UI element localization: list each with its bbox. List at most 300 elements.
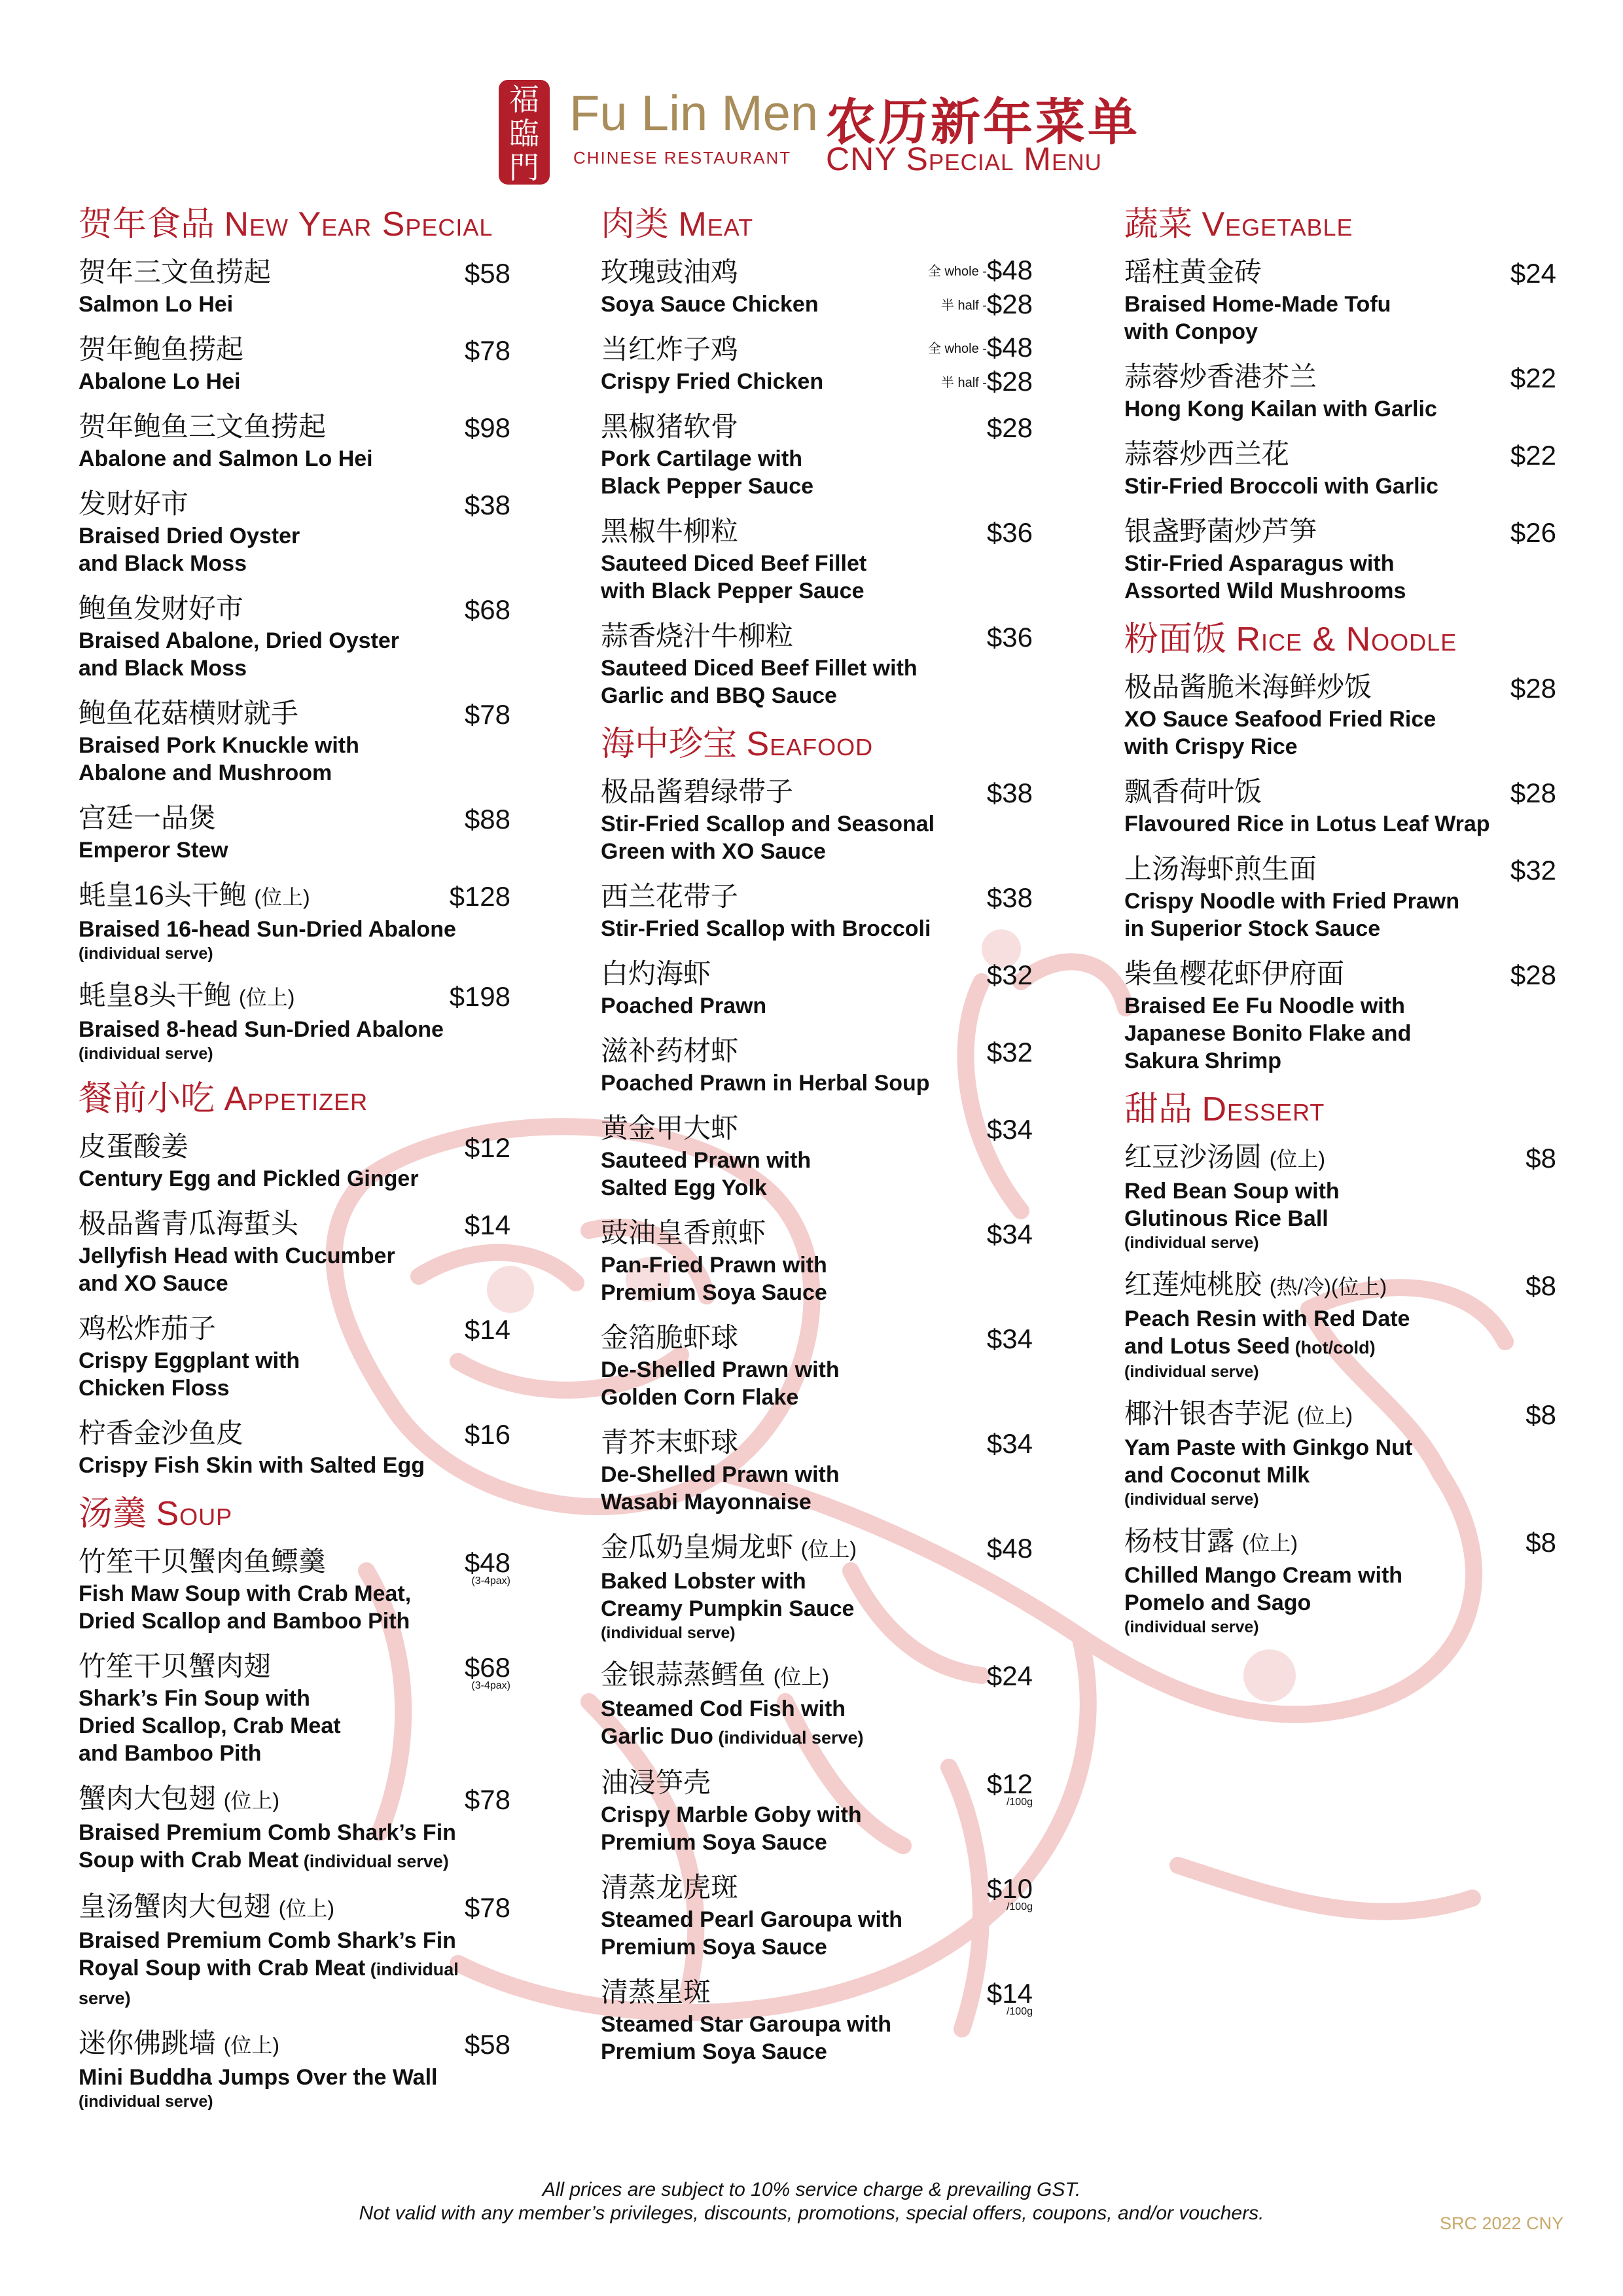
dish-name-chinese-text: 红莲炖桃胶 [1124,1269,1262,1300]
dish-name-chinese-text: 蚝皇16头干鲍 [79,880,247,910]
dish-name-english [1124,1177,1556,1232]
dish-price-value: $36 [986,622,1033,653]
menu-item [601,1529,1033,1643]
dish-name-english [601,810,1033,865]
dish-price [987,1321,1033,1357]
dish-name-english-text: Steamed Cod Fish with Garlic Duo [601,1696,846,1749]
menu-item [601,513,1033,605]
menu-item [79,1780,510,1875]
dish-name-english-text: Century Egg and Pickled Ginger [79,1166,419,1191]
dish-price [987,514,1033,551]
dish-name-english-text: Braised Dried Oyster and Black Moss [79,524,300,576]
dish-price [1510,852,1556,889]
dish-price-value: $28 [1510,960,1556,990]
dish-name-chinese [79,1310,510,1347]
dish-price [987,1871,1033,1912]
menu-title-english: CNY Special Menu [826,141,1102,177]
dish-name-english [79,1347,510,1402]
dish-price [1510,360,1556,397]
menu-item [1124,513,1556,605]
dish-price [987,880,1033,916]
menu-title-chinese: 农历新年菜单 [826,95,1140,151]
dish-name-english-text: Emperor Stew [79,838,228,863]
dish-name-chinese [79,695,510,732]
dish-serving-note: (位上) [800,1537,857,1561]
dish-price [987,1034,1033,1071]
section-title [79,1077,510,1121]
menu-column-3 [1124,196,1556,1651]
dish-name-english-text: Shark’s Fin Soup with Dried Scallop, Crab Meat and Bamboo Pith [79,1686,341,1766]
dish-name-english [601,445,1033,500]
dish-name-chinese [601,1529,1033,1568]
dish-price [465,332,510,369]
dish-inline-note: (individual serve) [298,1852,449,1871]
dish-price-value: $8 [1525,1143,1556,1174]
menu-item [1124,956,1556,1075]
dish-price [450,978,510,1015]
section-title-chinese: 汤羹 [79,1495,147,1533]
dish-name-chinese-text: 蒜蓉炒西兰花 [1124,439,1290,469]
dish-name-english [79,368,510,395]
dish-name-chinese-text: 蒜香烧汁牛柳粒 [601,620,794,651]
dish-name-chinese-text: 豉油皇香煎虾 [601,1217,766,1248]
dish-price-unit: /100g [1006,1901,1033,1912]
dish-name-english [79,1580,510,1635]
menu-item [601,1869,1033,1961]
dish-price-value: $32 [986,1037,1033,1067]
dish-name-chinese-text: 金银蒜蒸鳕鱼 [601,1659,766,1690]
price-option-value: $48 [986,332,1033,363]
dish-price-value: $38 [464,490,510,520]
dish-serving-note: (热/冷)(位上) [1269,1275,1387,1299]
menu-item [1124,254,1556,346]
menu-item [79,695,510,787]
dish-name-english-text: Soya Sauce Chicken [601,292,819,317]
menu-item [79,1648,510,1767]
dish-serving-note: (位上) [254,886,310,909]
dish-name-english [79,1819,510,1875]
dish-name-english [601,1069,1033,1097]
dish-name-english-text: Sauteed Prawn with Salted Egg Yolk [601,1148,812,1200]
footer-service-charge-note: All prices are subject to 10% service charge & prevailing GST. [542,2179,1081,2200]
dish-price [465,1782,510,1818]
menu-item [1124,1266,1556,1382]
dish-name-english-text: Flavoured Rice in Lotus Leaf Wrap [1124,812,1490,836]
dish-price-value: $14 [464,1314,510,1345]
dish-inline-note: (individual serve) [713,1728,864,1748]
section-title [1124,1088,1556,1131]
dish-name-english [601,550,1033,605]
dish-name-english [601,655,1033,709]
dish-name-english [79,732,510,787]
dish-price [1510,437,1556,474]
dish-name-chinese [79,331,510,368]
dish-price [450,878,510,915]
dish-name-chinese [79,1780,510,1819]
menu-item [601,408,1033,500]
dish-inline-note: (individual serve) [79,1960,459,2008]
menu-item [79,1310,510,1402]
menu-header [0,79,1623,196]
price-option-label: 半 half - [940,376,987,390]
menu-item [601,1657,1033,1751]
dish-name-english-text: Braised Home-Made Tofu with Conpoy [1124,292,1391,344]
dish-name-chinese [1124,1139,1556,1177]
dish-price-options [928,331,1033,399]
dish-price-value: $88 [464,804,510,834]
menu-item [601,1974,1033,2066]
dish-name-chinese [1124,513,1556,550]
dish-price [1510,957,1556,994]
price-option [928,254,1033,288]
dish-name-chinese [601,618,1033,655]
dish-price-value: $38 [986,778,1033,808]
dish-price-value: $128 [449,881,510,912]
dish-price-value: $58 [464,258,510,289]
dish-name-chinese [601,1215,1033,1251]
menu-item [1124,851,1556,942]
dish-price [465,487,510,524]
price-option-label: 全 whole - [927,264,987,279]
menu-footer [0,2178,1623,2225]
dish-name-english-text: Red Bean Soup with Glutinous Rice Ball [1124,1179,1340,1231]
dish-name-english [601,1801,1033,1856]
menu-item [1124,1523,1556,1638]
dish-name-chinese [1124,436,1556,473]
price-option-value: $28 [986,366,1033,397]
dish-name-english-text: Poached Prawn [601,994,767,1018]
dish-price [465,1649,510,1691]
dish-name-english [601,1461,1033,1516]
dish-name-chinese [601,1657,1033,1695]
dish-name-english [1124,291,1556,346]
dish-name-english-text: Mini Buddha Jumps Over the Wall [79,2065,438,2090]
dish-price-value: $22 [1510,440,1556,471]
dish-name-chinese [1124,1266,1556,1305]
menu-item [79,800,510,864]
menu-item [601,774,1033,865]
dish-price [987,1530,1033,1567]
dish-name-chinese-text: 竹笙干贝蟹肉鱼鳔羹 [79,1546,327,1577]
dish-name-english [79,836,510,864]
dish-price-value: $98 [464,412,510,443]
menu-item [601,254,1033,318]
dish-name-chinese-text: 清蒸龙虎斑 [601,1872,739,1903]
dish-name-english-text: Stir-Fried Asparagus with Assorted Wild Mushrooms [1124,551,1406,603]
menu-item [79,1888,510,2012]
dish-name-english [1124,550,1556,605]
section-title-english: Rice & Noodle [1236,620,1457,658]
dish-price [1525,1140,1556,1177]
section-title-english: Soup [156,1495,233,1533]
dish-name-english [79,522,510,577]
dish-name-chinese-text: 宫廷一品煲 [79,802,217,833]
restaurant-seal-logo: 福 臨 門 [499,80,550,185]
dish-name-chinese-text: 杨枝甘露 [1124,1526,1235,1556]
section-title-chinese: 肉类 [601,206,669,243]
dish-serving-size: (individual serve) [1124,1234,1259,1252]
dish-name-english-text: Stir-Fried Scallop and Seasonal Green with XO Sauce [601,812,935,864]
dish-price [465,801,510,838]
dish-name-chinese-text: 极品酱脆米海鲜炒饭 [1124,672,1372,702]
dish-price [465,696,510,733]
dish-price [987,1426,1033,1462]
menu-code: SRC 2022 CNY [1440,2214,1564,2233]
dish-price [465,1207,510,1244]
dish-name-english-text: De-Shelled Prawn with Wasabi Mayonnaise [601,1462,840,1515]
dish-name-english-text: Crispy Noodle with Fried Prawn in Superior Stock Sauce [1124,889,1459,941]
dish-name-english [1124,888,1556,942]
dish-name-chinese [601,408,1033,445]
dish-price-value: $48 [986,1533,1033,1564]
section-title [1124,618,1556,661]
dish-name-chinese [601,513,1033,550]
dish-name-english-text: Braised Pork Knuckle with Abalone and Mushroom [79,733,359,785]
price-option-value: $28 [986,289,1033,319]
dish-price [465,410,510,446]
dish-name-english-text: Abalone and Salmon Lo Hei [79,446,373,471]
menu-item [601,1424,1033,1516]
menu-item [601,1033,1033,1097]
dish-name-chinese-text: 油浸笋壳 [601,1767,711,1798]
section-title-chinese: 餐前小吃 [79,1080,215,1118]
dish-name-english-text: Fish Maw Soup with Crab Meat, Dried Scallop and Bamboo Pith [79,1581,412,1634]
dish-price [987,1766,1033,1808]
menu-item [601,1110,1033,1202]
dish-price [465,1890,510,1926]
dish-serving-size: (individual serve) [601,1624,736,1642]
dish-name-chinese-text: 黑椒牛柳粒 [601,516,739,547]
dish-name-english-text: De-Shelled Prawn with Golden Corn Flake [601,1357,840,1410]
dish-name-english-text: Braised Premium Comb Shark’s Fin Royal Soup with Crab Meat [79,1928,456,1981]
dish-price-value: $68 [464,1652,510,1683]
dish-price [465,1545,510,1587]
dish-serving-note: (位上) [239,986,295,1009]
dish-price-value: $16 [464,1419,510,1450]
section-title [79,1492,510,1535]
dish-name-english [601,1356,1033,1411]
dish-name-english-text: Braised 8-head Sun-Dried Abalone [79,1017,444,1042]
menu-item [79,254,510,318]
menu-item [79,2025,510,2112]
dish-name-chinese-text: 贺年三文鱼捞起 [79,257,272,287]
dish-name-chinese [79,1206,510,1242]
price-option-label: 半 half - [940,298,987,313]
section-title-chinese: 粉面饭 [1124,620,1227,658]
dish-price-unit: /100g [1006,2006,1033,2017]
dish-serving-note: (位上) [223,2034,280,2057]
menu-item [601,1319,1033,1411]
dish-inline-note: (hot/cold) [1290,1338,1376,1357]
dish-price [465,255,510,292]
dish-name-chinese-text: 极品酱碧绿带子 [601,776,794,807]
dish-name-english [601,1695,1033,1751]
dish-name-chinese [1124,1523,1556,1562]
dish-name-chinese [601,1110,1033,1147]
dish-name-chinese [79,486,510,522]
menu-item [601,1765,1033,1856]
dish-price-value: $34 [986,1323,1033,1354]
dish-price-value: $34 [986,1428,1033,1459]
dish-name-chinese [1124,669,1556,706]
dish-serving-note: (位上) [278,1897,335,1920]
menu-item [1124,436,1556,500]
dish-name-english-text: Pan-Fried Prawn with Premium Soya Sauce [601,1253,827,1305]
dish-name-english [79,1242,510,1297]
dish-serving-note: (位上) [1296,1404,1353,1427]
dish-name-chinese-text: 上汤海虾煎生面 [1124,853,1317,884]
dish-name-english [601,1906,1033,1961]
menu-item [601,956,1033,1020]
dish-price-value: $10 [986,1873,1033,1904]
dish-price [987,957,1033,994]
section-title-english: Appetizer [224,1080,368,1118]
dish-name-chinese-text: 玫瑰豉油鸡 [601,257,739,287]
dish-name-chinese-text: 贺年鲍鱼捞起 [79,334,244,365]
dish-price [1525,1524,1556,1561]
dish-price-value: $32 [1510,855,1556,886]
dish-name-chinese-text: 贺年鲍鱼三文鱼捞起 [79,411,327,442]
dish-name-chinese-text: 瑶柱黄金砖 [1124,257,1262,287]
dish-name-english-text: Braised 16-head Sun-Dried Abalone [79,917,456,942]
price-option-label: 全 whole - [927,342,987,356]
dish-name-chinese-text: 竹笙干贝蟹肉翅 [79,1651,272,1681]
dish-price-value: $78 [464,1892,510,1923]
dish-name-english [601,1251,1033,1306]
dish-serving-size: (individual serve) [1124,1618,1259,1636]
dish-name-chinese [1124,359,1556,395]
dish-name-chinese-text: 柴鱼樱花虾伊府面 [1124,958,1345,989]
section-title-english: Vegetable [1202,206,1353,243]
dish-name-chinese [79,1648,510,1685]
dish-name-english-text: Braised Premium Comb Shark’s Fin Soup with Crab Meat [79,1820,456,1873]
dish-price-value: $24 [986,1660,1033,1691]
dish-name-chinese [601,1869,1033,1906]
dish-name-english [79,1927,510,2012]
dish-price-value: $24 [1510,258,1556,289]
menu-item [79,1128,510,1193]
dish-price-value: $26 [1510,517,1556,548]
dish-name-english-text: Chilled Mango Cream with Pomelo and Sago [1124,1563,1403,1615]
dish-name-chinese-text: 滋补药材虾 [601,1035,739,1066]
dish-name-chinese-text: 飘香荷叶饭 [1124,776,1262,807]
dish-price-value: $78 [464,699,510,730]
menu-item [79,877,510,964]
menu-item [79,408,510,473]
dish-name-chinese-text: 皇汤蟹肉大包翅 [79,1891,272,1922]
menu-item [601,618,1033,709]
section-title [601,723,1033,766]
menu-item [1124,1139,1556,1253]
dish-price [1510,514,1556,551]
dish-name-chinese [601,1424,1033,1461]
dish-price [987,410,1033,446]
dish-name-english [1124,1305,1556,1361]
dish-name-english-text: Steamed Pearl Garoupa with Premium Soya Sauce [601,1907,903,1960]
menu-item [79,1415,510,1479]
price-option [928,331,1033,365]
dish-name-english [79,1452,510,1479]
dish-serving-size: (individual serve) [79,2092,213,2111]
dish-name-english-text: Crispy Fish Skin with Salted Egg [79,1453,425,1478]
menu-item [601,1215,1033,1306]
menu-item [601,878,1033,942]
menu-item [79,1206,510,1297]
dish-name-english [601,1568,1033,1623]
section-title-chinese: 蔬菜 [1124,206,1193,243]
dish-name-chinese-text: 银盏野菌炒芦笋 [1124,516,1317,547]
dish-name-english-text: XO Sauce Seafood Fried Rice with Crispy Rice [1124,707,1436,759]
dish-price [465,2026,510,2063]
dish-name-chinese-text: 清蒸星斑 [601,1977,711,2007]
footer-validity-note: Not valid with any member’s privileges, discounts, promotions, special offers, coupons, and/or vouchers. [359,2202,1264,2224]
dish-price-value: $28 [1510,673,1556,704]
dish-price-value: $58 [464,2029,510,2060]
dish-name-english [601,2011,1033,2066]
dish-name-english-text: Crispy Eggplant with Chicken Floss [79,1348,300,1401]
dish-name-english [601,1147,1033,1202]
dish-serving-size: (individual serve) [79,944,213,963]
dish-price-value: $28 [1510,778,1556,808]
dish-price-value: $8 [1525,1399,1556,1430]
dish-price-value: $38 [986,882,1033,913]
menu-item [79,1543,510,1635]
section-title-chinese: 甜品 [1124,1090,1193,1128]
menu-item [1124,1395,1556,1510]
dish-name-chinese [79,977,510,1016]
dish-name-english-text: Poached Prawn in Herbal Soup [601,1071,930,1096]
dish-name-chinese [601,774,1033,810]
dish-price-value: $48 [464,1547,510,1578]
dish-price-value: $8 [1525,1270,1556,1301]
dish-name-english [1124,706,1556,761]
dish-price [1510,255,1556,292]
dish-name-chinese-text: 西兰花带子 [601,881,739,912]
dish-price [465,1312,510,1348]
dish-price [987,1658,1033,1695]
dish-price [987,1216,1033,1253]
price-option-value: $48 [986,255,1033,285]
dish-name-english [79,916,510,943]
dish-name-chinese-text: 青芥末虾球 [601,1427,739,1458]
menu-column-1 [79,196,510,2125]
dish-price [1525,1397,1556,1433]
dish-name-english [79,1165,510,1193]
menu-item [1124,359,1556,423]
dish-name-english-text: Abalone Lo Hei [79,369,241,394]
dish-name-chinese-text: 迷你佛跳墙 [79,2028,217,2058]
dish-name-chinese-text: 红豆沙汤圆 [1124,1141,1262,1172]
dish-name-english-text: Steamed Star Garoupa with Premium Soya Sauce [601,2012,891,2064]
dish-name-chinese [601,1319,1033,1356]
dish-name-english-text: Yam Paste with Ginkgo Nut and Coconut Milk [1124,1435,1413,1488]
price-option [928,365,1033,399]
menu-item [79,590,510,682]
dish-name-chinese [79,590,510,627]
dish-name-chinese-text: 蚝皇8头干鲍 [79,980,232,1011]
section-title [1124,203,1556,246]
dish-name-chinese [79,1128,510,1165]
menu-item [79,331,510,395]
dish-name-chinese [79,877,510,916]
dish-name-chinese-text: 当红炸子鸡 [601,334,739,365]
dish-price [987,1975,1033,2017]
dish-price-value: $198 [449,981,510,1012]
dish-name-chinese [1124,774,1556,810]
dish-name-chinese-text: 皮蛋酸姜 [79,1131,189,1162]
dish-price [987,619,1033,656]
dish-price-value: $14 [464,1210,510,1240]
